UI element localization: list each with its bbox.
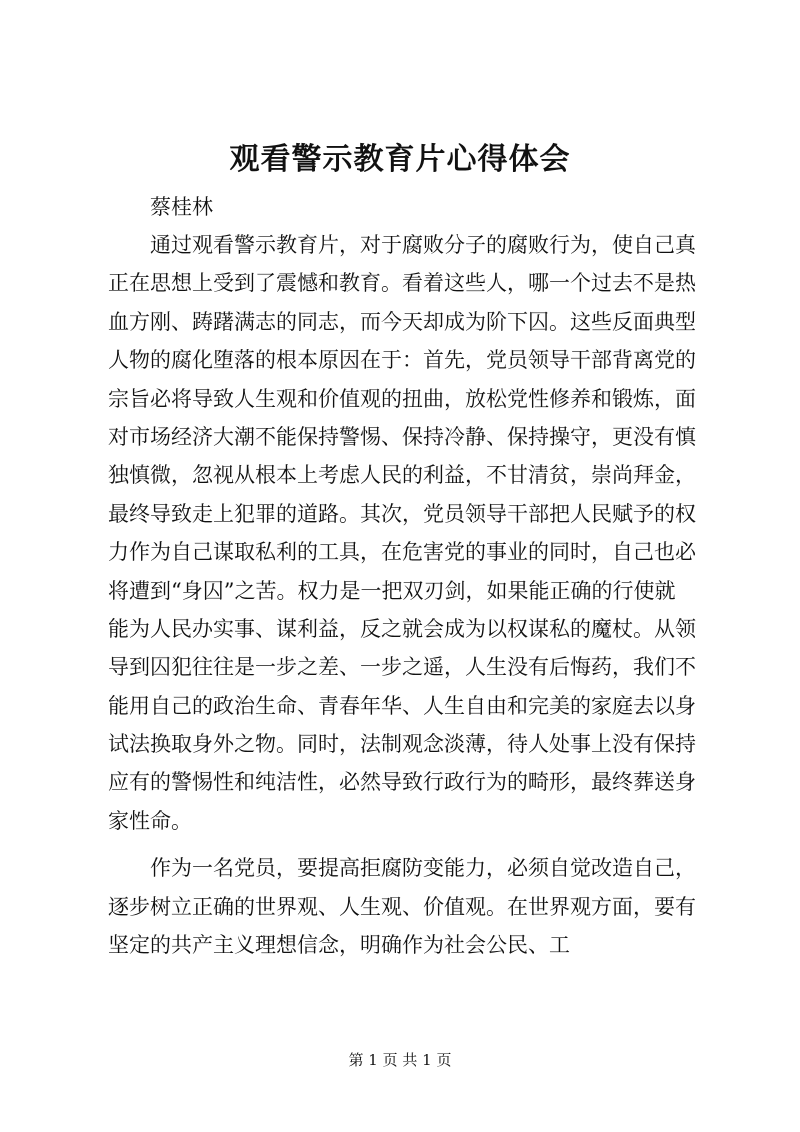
paragraph-1 (108, 226, 708, 840)
page-title: 观看警示教育片心得体会 (229, 142, 571, 177)
text-line: 应有的警惕性和纯洁性，必然导致行政行为的畸形，最终葬送身 (108, 770, 696, 795)
text-line: 最终导致走上犯罪的道路。其次，党员领导干部把人民赋予的权 (108, 501, 696, 526)
paragraph-2 (108, 849, 708, 964)
text-line: 坚定的共产主义理想信念，明确作为社会公民、工 (108, 933, 570, 958)
text-line: 人物的腐化堕落的根本原因在于：首先，党员领导干部背离党的 (108, 348, 696, 373)
text-line: 血方刚、踌躇满志的同志，而今天却成为阶下囚。这些反面典型 (108, 309, 696, 334)
page-number-footer: 第 1 页 共 1 页 (348, 1051, 452, 1069)
text-line: 对市场经济大潮不能保持警惕、保持冷静、保持操守，更没有慎 (108, 424, 696, 449)
text-line: 通过观看警示教育片，对于腐败分子的腐败行为，使自己真 (150, 233, 696, 257)
body-text (108, 226, 708, 964)
text-line: 能用自己的政治生命、青春年华、人生自由和完美的家庭去以身 (108, 693, 696, 718)
text-line: 逐步树立正确的世界观、人生观、价值观。在世界观方面，要有 (108, 894, 696, 919)
text-line: 试法换取身外之物。同时，法制观念淡薄，待人处事上没有保持 (108, 732, 696, 757)
text-line: 家性命。 (108, 808, 192, 833)
text-line: 独慎微，忽视从根本上考虑人民的利益，不甘清贫，崇尚拜金， (108, 463, 696, 488)
text-line: 将遭到“身囚”之苦。权力是一把双刃剑，如果能正确的行使就 (108, 578, 676, 603)
text-line: 力作为自己谋取私利的工具，在危害党的事业的同时，自己也必 (108, 540, 696, 565)
text-line: 作为一名党员，要提高拒腐防变能力，必须自觉改造自己， (150, 856, 696, 881)
text-line: 能为人民办实事、谋利益，反之就会成为以权谋私的魔杖。从领 (108, 616, 696, 641)
author-name: 蔡桂林 (150, 195, 213, 219)
text-line: 宗旨必将导致人生观和价值观的扭曲，放松党性修养和锻炼，面 (108, 386, 696, 411)
text-line: 导到囚犯往往是一步之差、一步之遥，人生没有后悔药，我们不 (108, 655, 696, 680)
text-line: 正在思想上受到了震憾和教育。看着这些人，哪一个过去不是热 (108, 271, 696, 296)
